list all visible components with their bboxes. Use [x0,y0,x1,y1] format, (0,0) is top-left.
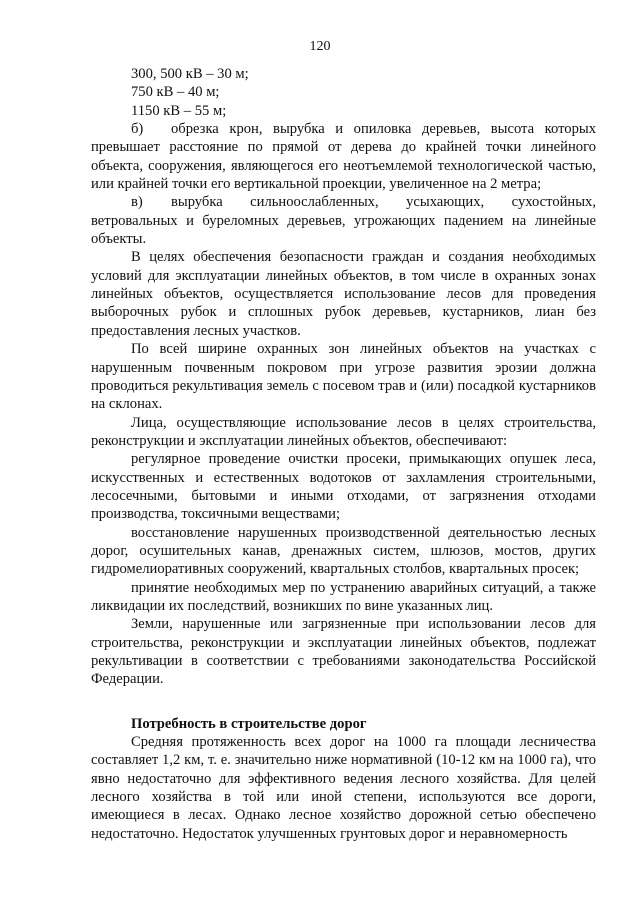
paragraph-land-recultivation: Земли, нарушенные или загрязненные при использовании лесов для строительства, реконструкции и эксплуатации линейных объектов, подлежат рекультивации в соответствии с требованиями законодательства Российской Федерации. [91,616,596,688]
paragraph-restoration: восстановление нарушенных производственной деятельностью лесных дорог, осушительных канав, дренажных систем, шлюзов, мостов, других гидромелиоративных сооружений, квартальных столбов, квартальных просек; [91,524,596,578]
section-heading: Потребность в строительстве дорог [131,715,367,732]
paragraph-voltage-1150: 1150 кВ – 55 м; [131,102,227,119]
paragraph-recultivation: По всей ширине охранных зон линейных объектов на участках с нарушенным почвенным покровом при угрозе развития эрозии должна проводиться рекультивация земель с посевом трав и (или) посадкой кустарников на склонах. [91,341,596,413]
paragraph-obligations: Лица, осуществляющие использование лесов в целях строительства, реконструкции и эксплуатации линейных объектов, обеспечивают: [91,414,596,449]
list-item-b-text: обрезка крон, вырубка и опиловка деревьев, высота которых превышает расстояние по прямой от дерева до крайней точки линейного объекта, сооружения, являющегося его неотъемлемой технологической частью, или крайней точки его вертикальной проекции, увеличенное на 2 метра; [91,121,596,193]
paragraph-roads: Средняя протяженность всех дорог на 1000 га площади лесничества составляет 1,2 км, т. е. значительно ниже нормативной (10-12 км на 1000 га), что явно недостаточно для эффективного ведения лесного хозяйства. Для целей лесного хозяйства в той или иной степени, используются все дороги, имеющиеся в лесах. Однако лесное хозяйство дорожной сетью обеспечено недостаточно. Недостаток улучшенных грунтовых дорог и неравномерность [91,734,596,842]
list-item-v-text: вырубка сильноослабленных, усыхающих, сухостойных, ветровальных и буреломных деревьев, угрожающих падением на линейные объекты. [91,194,596,248]
paragraph-safety: В целях обеспечения безопасности граждан и создания необходимых условий для эксплуатации линейных объектов, в том числе в охранных зонах линейных объектов, осуществляется использование лесов для проведения выборочных рубок и сплошных рубок деревьев, кустарников, лиан без предоставления лесных участков. [91,249,596,339]
list-item-v [91,193,596,248]
list-marker-v: в) [131,194,143,211]
list-marker-b: б) [131,121,144,138]
paragraph-voltage-750: 750 кВ – 40 м; [131,84,220,101]
page-number: 120 [309,39,331,54]
paragraph-emergency: принятие необходимых мер по устранению аварийных ситуаций, а также ликвидации их последствий, возникших по вине указанных лиц. [91,579,596,614]
paragraph-cleaning: регулярное проведение очистки просеки, примыкающих опушек леса, искусственных и естественных водотоков от захламления строительными, лесосечными, бытовыми и иными отходами, от загрязнения отходами производства, токсичными веществами; [91,451,596,523]
document-body [91,65,596,843]
list-item-b [91,120,596,193]
paragraph-voltage-300-500: 300, 500 кВ – 30 м; [131,66,249,82]
